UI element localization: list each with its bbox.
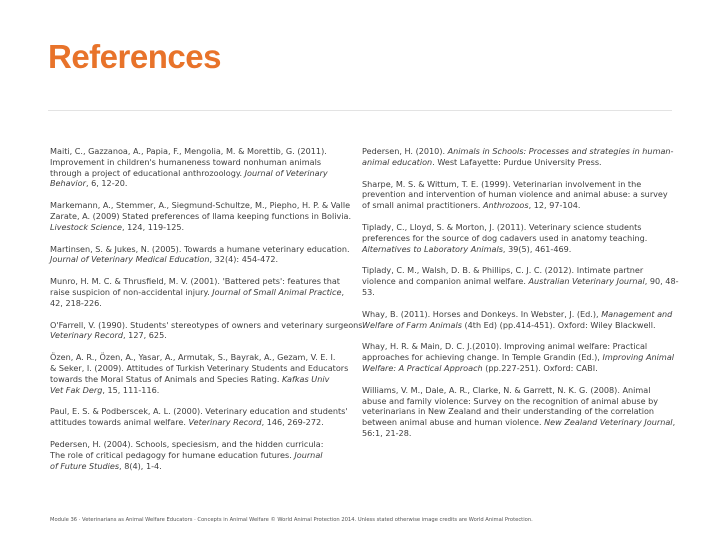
reference-entry: O'Farrell, V. (1990). Students' stereotypes of owners and veterinary surgeons. Veterinary Record, 127, 625.	[50, 319, 366, 341]
references-right-column	[362, 146, 680, 450]
reference-entry: Munro, H. M. C. & Thrusfield, M. V. (2001). 'Battered pets': features that raise suspicion of non-accidental injury. Journal of Small Animal Practice, 42, 218-226.	[50, 276, 345, 308]
reference-entry: Özen, A. R., Özen, A., Yasar, A., Armutak, S., Bayrak, A., Gezam, V. E. I. & Seker, I. (2009). Attitudes of Turkish Veterinary Students and Educators towards the Moral Status of Animals and Species Rating. Kafkas Univ Vet Fak Derg, 15, 111-116.	[50, 352, 349, 395]
reference-entry: Tiplady, C. M., Walsh, D. B. & Phillips, C. J. C. (2012). Intimate partner violence and companion animal welfare. Australian Veterinary Journal, 90, 48- 53.	[362, 265, 679, 297]
reference-entry: Pedersen, H. (2004). Schools, speciesism, and the hidden curricula: The role of critical pedagogy for humane education futures. Journal of Future Studies, 8(4), 1-4.	[50, 438, 324, 471]
page-title: References	[48, 38, 221, 75]
page-footer: Module 36 · Veterinarians as Animal Welfare Educators · Concepts in Animal Welfare © World Animal Protection 2014. Unless stated otherwise image credits are World Animal Protection.	[50, 517, 533, 523]
reference-entry: Pedersen, H. (2010). Animals in Schools: Processes and strategies in human- animal education. West Lafayette: Purdue University Press.	[362, 146, 674, 167]
reference-entry: Whay, H. R. & Main, D. C. J.(2010). Improving animal welfare: Practical approaches for achieving change. In Temple Grandin (Ed.), Improving Animal Welfare: A Practical Approach (pp.227-251). Oxford: CABI.	[362, 341, 675, 373]
reference-entry: Martinsen, S. & Jukes, N. (2005). Towards a humane veterinary education. Journal of Veterinary Medical Education, 32(4): 454-472.	[50, 243, 350, 265]
references-left-column	[50, 146, 368, 482]
reference-entry: Maiti, C., Gazzanoa, A., Papia, F., Mengolia, M. & Morettib, G. (2011). Improvement in children's humaneness toward nonhuman animals through a project of educational anthrozoology. Journal of Veterinary Behavior, 6, 12-20.	[50, 146, 328, 189]
reference-entry: Paul, E. S. & Podberscek, A. L. (2000). Veterinary education and students' attitudes towards animal welfare. Veterinary Record, 146, 269-272.	[50, 406, 348, 428]
reference-entry: Sharpe, M. S. & Wittum, T. E. (1999). Veterinarian involvement in the prevention and intervention of human violence and animal abuse: a survey of small animal practitioners. Anthrozoos, 12, 97-104.	[362, 178, 668, 211]
reference-entry: Whay, B. (2011). Horses and Donkeys. In Webster, J. (Ed.), Management and Welfare of Farm Animals (4th Ed) (pp.414-451). Oxford: Wiley Blackwell.	[362, 308, 673, 330]
title-divider	[48, 110, 672, 111]
reference-entry: Tiplady, C., Lloyd, S. & Morton, J. (2011). Veterinary science students preferences for the source of dog cadavers used in anatomy teaching. Alternatives to Laboratory Animals, 39(5), 461-469.	[362, 221, 648, 254]
reference-entry: Markemann, A., Stemmer, A., Siegmund-Schultze, M., Piepho, H. P. & Valle Zarate, A. (2009) Stated preferences of llama keeping functions in Bolivia. Livestock Science, 124, 119-125.	[50, 200, 352, 232]
reference-entry: Williams, V. M., Dale, A. R., Clarke, N. & Garrett, N. K. G. (2008). Animal abuse and family violence: Survey on the recognition of animal abuse by veterinarians in New Zealand and their understanding of the correlation between animal abuse and human violence. New Zealand Veterinary Journal, 56:1, 21-28.	[362, 384, 676, 438]
